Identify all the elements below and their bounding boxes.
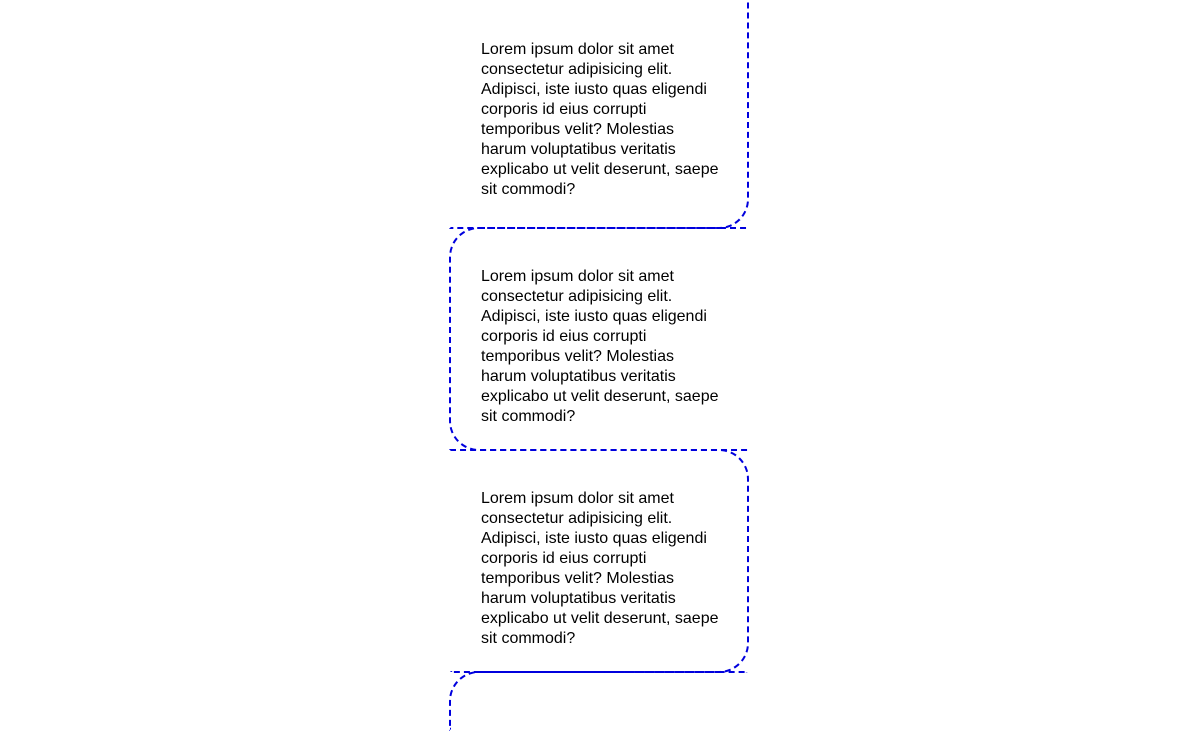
paragraph-box-4-partial — [449, 671, 749, 731]
paragraph-box-3 — [449, 449, 749, 673]
zigzag-paragraph-stack — [449, 0, 749, 731]
paragraph-text: Lorem ipsum dolor sit amet consectetur adipisicing elit. Adipisci, iste iusto quas eligendi corporis id eius corrupti temporibus velit? Molestias harum voluptatibus veritatis explicabo ut velit deserunt, saepe sit commodi? — [481, 41, 719, 198]
paragraph-box-2 — [449, 227, 749, 451]
paragraph-text: Lorem ipsum dolor sit amet consectetur adipisicing elit. Adipisci, iste iusto quas eligendi corporis id eius corrupti temporibus velit? Molestias harum voluptatibus veritatis explicabo ut velit deserunt, saepe sit commodi? — [481, 268, 719, 425]
paragraph-box-1 — [449, 0, 749, 229]
paragraph-text: Lorem ipsum dolor sit amet consectetur adipisicing elit. Adipisci, iste iusto quas eligendi corporis id eius corrupti temporibus velit? Molestias harum voluptatibus veritatis explicabo ut velit deserunt, saepe sit commodi? — [481, 490, 719, 647]
